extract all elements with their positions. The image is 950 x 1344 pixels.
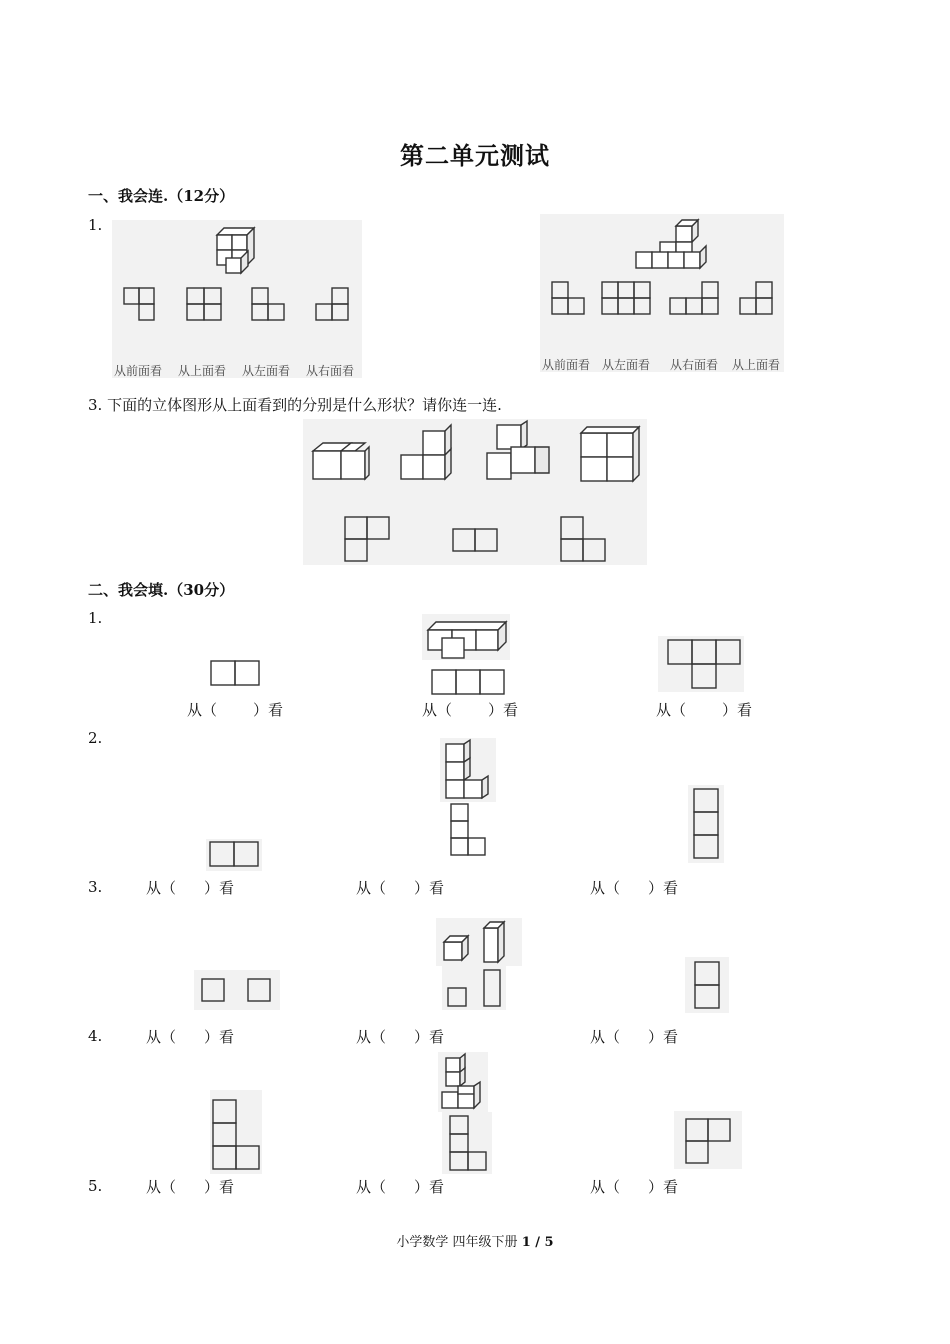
s2q4-caption-b: 从（ ）看 (356, 1178, 445, 1196)
footer-page-total: / 5 (530, 1235, 554, 1250)
question-1-number: 1. (88, 609, 103, 627)
s2q4-view-c (674, 1111, 742, 1169)
view-option-a (124, 288, 154, 320)
s2q3-caption-c: 从（ ）看 (590, 1028, 679, 1046)
q1-right-solid-svg (540, 214, 784, 372)
footer-page-number: 1 (521, 1235, 531, 1250)
s2q1-solid (422, 614, 510, 660)
q3-solids-svg (303, 419, 647, 565)
q1-left-label-4: 从右面看 (306, 364, 355, 378)
view-option-c (670, 282, 718, 314)
question-3-number: 3. (88, 878, 103, 896)
s2q2-solid (440, 738, 496, 802)
s2q1-caption-c: 从（ ）看 (656, 701, 753, 719)
q1-right-figure (540, 214, 784, 372)
solid-1 (313, 443, 369, 479)
q1-left-solid-svg (112, 220, 362, 378)
section-two-heading: 二、我会填.（30分） (88, 581, 235, 599)
s2q3-view-a (194, 970, 280, 1010)
s2q3-view-b (442, 966, 506, 1010)
s2q2-view-a (206, 839, 262, 871)
s2q4-view-b (442, 1112, 492, 1174)
view-option-b (602, 282, 650, 314)
s2q1-caption-a: 从（ ）看 (187, 701, 284, 719)
s2q4-solid (438, 1052, 488, 1112)
s2q4-caption-a: 从（ ）看 (146, 1178, 235, 1196)
section-one-heading: 一、我会连.（12分） (88, 187, 235, 205)
q1-left-label-2: 从上面看 (178, 364, 227, 378)
view-option-c (252, 288, 284, 320)
s2q1-view-c (658, 636, 744, 692)
view-option-d (740, 282, 772, 314)
top-view-c (561, 517, 605, 561)
s2q2-caption-b: 从（ ）看 (356, 879, 445, 897)
cube-solid (217, 228, 254, 273)
q1-right-label-3: 从右面看 (670, 358, 719, 372)
s2q2-caption-a: 从（ ）看 (146, 879, 235, 897)
q3-figure (303, 419, 647, 565)
question-3-text: 3. 下面的立体图形从上面看到的分别是什么形状？请你连一连. (88, 396, 502, 414)
q1-left-label-1: 从前面看 (114, 364, 163, 378)
solid-3 (487, 421, 549, 479)
top-view-a (345, 517, 389, 561)
s2q2-caption-c: 从（ ）看 (590, 879, 679, 897)
s2q2-view-b (449, 802, 489, 862)
s2q3-caption-a: 从（ ）看 (146, 1028, 235, 1046)
s2q1-view-b (430, 668, 506, 702)
page-title: 第二单元测试 (400, 141, 550, 170)
top-view-b (453, 529, 497, 551)
question-4-number: 4. (88, 1027, 103, 1045)
s2q3-view-c (685, 957, 729, 1013)
footer-text: 小学数学 四年级下册 (396, 1235, 518, 1250)
question-1-number: 1. (88, 216, 103, 234)
q1-right-label-4: 从上面看 (732, 358, 781, 372)
view-option-a (552, 282, 584, 314)
q1-right-label-1: 从前面看 (542, 358, 591, 372)
q1-left-label-3: 从左面看 (242, 364, 291, 378)
cube-solid (636, 220, 706, 268)
s2q4-view-a (210, 1090, 262, 1174)
solid-2 (401, 425, 451, 479)
s2q3-solid (436, 918, 522, 966)
solid-4 (581, 427, 639, 481)
s2q2-view-c (688, 785, 724, 863)
view-option-d (316, 288, 348, 320)
question-5-number: 5. (88, 1177, 103, 1195)
page-footer (0, 1231, 950, 1250)
s2q1-caption-b: 从（ ）看 (422, 701, 519, 719)
view-option-b (187, 288, 221, 320)
s2q3-caption-b: 从（ ）看 (356, 1028, 445, 1046)
q1-right-label-2: 从左面看 (602, 358, 651, 372)
s2q1-view-a (210, 659, 262, 691)
q1-left-figure (112, 220, 362, 378)
s2q4-caption-c: 从（ ）看 (590, 1178, 679, 1196)
question-2-number: 2. (88, 729, 103, 747)
